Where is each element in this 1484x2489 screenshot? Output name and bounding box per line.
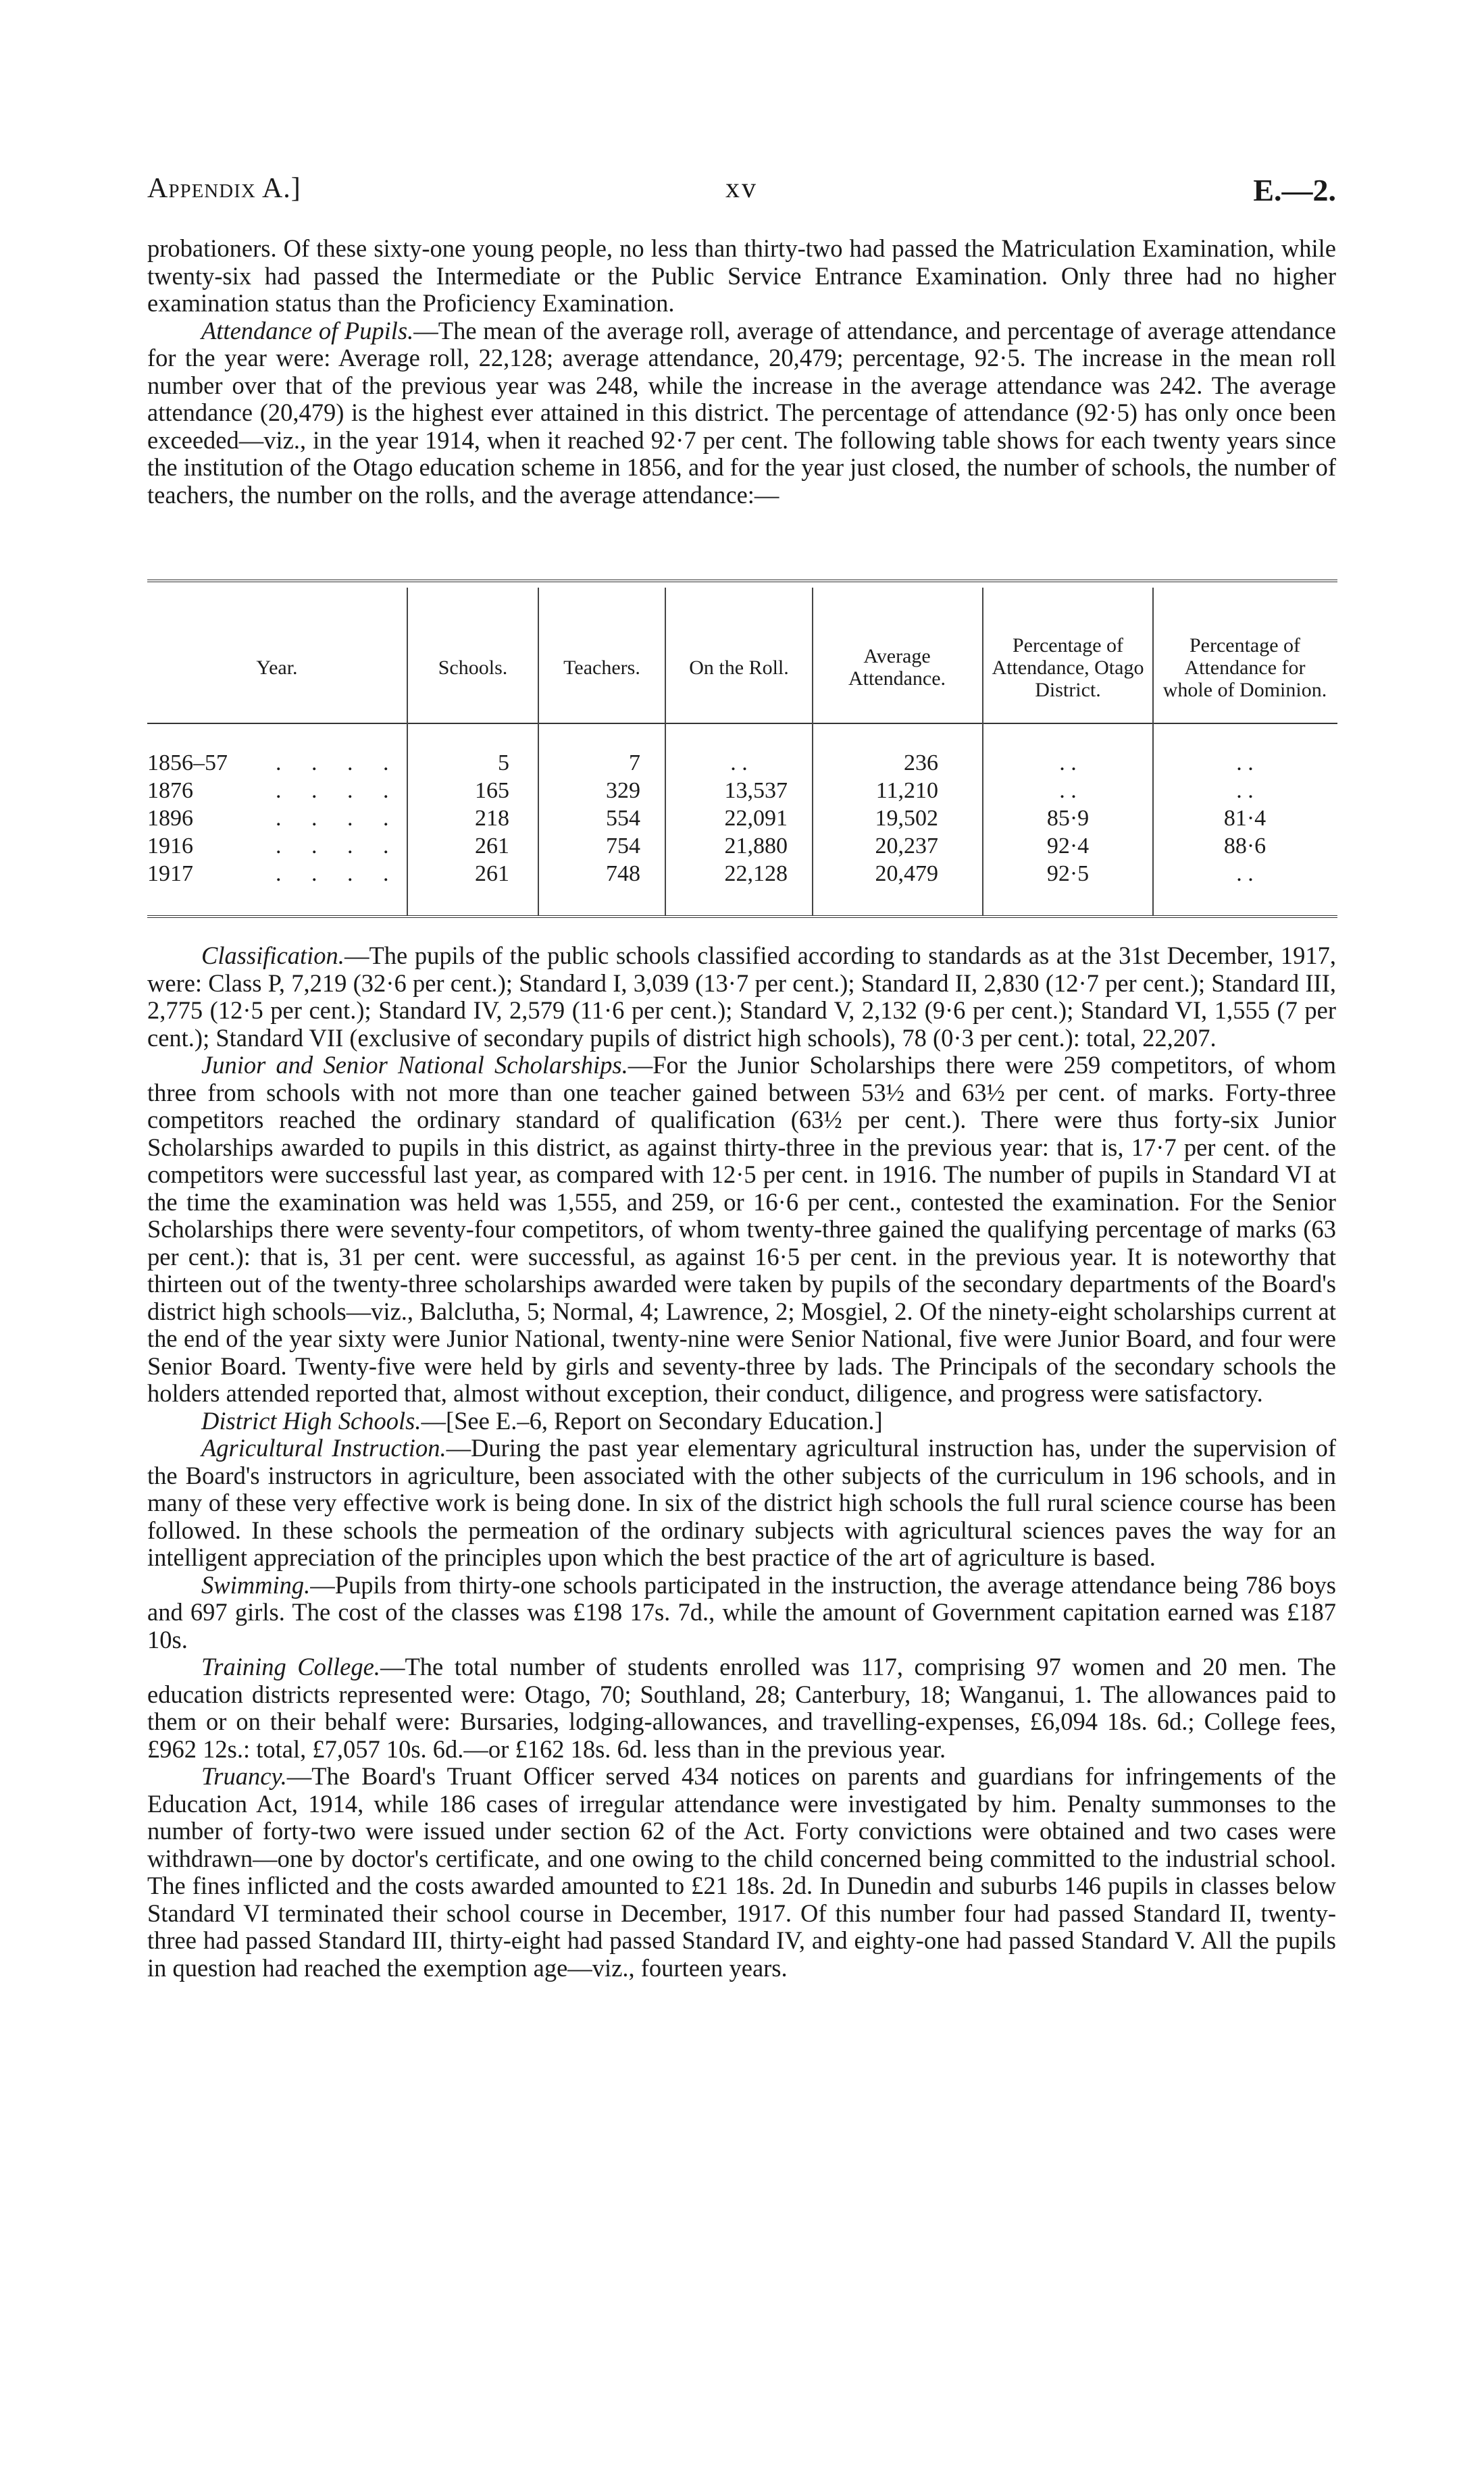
leader-dots: . . . .: [276, 806, 401, 831]
attendance-table: [147, 580, 1337, 927]
cell-schools: 261: [475, 833, 509, 858]
cell-schools: 5: [498, 750, 509, 775]
year-value: 1916: [147, 833, 193, 858]
column-header-pct-otago: Percentage of Attendance, Otago District.: [992, 634, 1144, 701]
year-value: 1876: [147, 778, 193, 803]
text-block-top: [147, 235, 1336, 509]
paragraph-heading: Attendance of Pupils.: [201, 316, 414, 344]
column-header-roll: On the Roll.: [689, 656, 789, 679]
column-header-attendance: Average Attendance.: [848, 645, 946, 690]
cell-attendance: 20,479: [875, 861, 938, 886]
paragraph-truancy: [147, 1763, 1336, 1982]
column-header-teachers: Teachers.: [563, 656, 640, 679]
paragraph-heading: Junior and Senior National Scholarships.: [201, 1051, 628, 1079]
column-header-pct-dominion: Percentage of Attendance for whole of Dominion.: [1162, 634, 1327, 701]
column-header-schools: Schools.: [438, 656, 508, 679]
year-value: 1917: [147, 861, 193, 886]
cell-roll: 22,091: [724, 806, 788, 831]
paragraph-training-college: [147, 1653, 1336, 1763]
cell-pct-dominion: . .: [1236, 750, 1254, 775]
header-page-number: xv: [725, 173, 758, 204]
paragraph-text: —The total number of students enrolled was 117, comprising 97 women and 20 men. The education districts represented were: Otago, 70; Southland, 28; Canterbury, 18; Wanganui, 1. The allowances paid to them or on their behalf were: Bursaries, lodging-allowances, and travelling-expenses, £6,094 18s. 6d.; College fees, £962 12s.: total, £7,057 10s. 6d.—or £162 18s. 6d. less than in the previous year.: [147, 1653, 1336, 1763]
leader-dots: . . . .: [276, 833, 401, 858]
header-appendix: Appendix A.]: [147, 173, 301, 204]
text-block-bottom: [147, 942, 1336, 1982]
cell-roll: 21,880: [724, 833, 788, 858]
paragraph-text: —For the Junior Scholarships there were 259 competitors, of whom three from schools with not more than one teacher gained between 53½ and 63½ per cent. of marks. Forty-three competitors reached the ordinary standard of qualification (63½ per cent.). There were thus forty-six Junior Scholarships awarded to pupils in this district, as against thirty-three in the previous year: that is, 17·7 per cent. of the competitors were successful last year, as compared with 12·5 per cent. in 1916. The number of pupils in Standard VI at the time the examination was held was 1,555, and 259, or 16·6 per cent., contested the examination. For the Senior Scholarships there were seventy-four competitors, of whom twenty-three gained the qualifying percentage of marks (63 per cent.): that is, 31 per cent. were successful, as against 16·5 per cent. in the previous year. It is noteworthy that thirteen out of the twenty-three scholarships awarded were taken by pupils of the secondary departments of the Board's district high schools—viz., Balclutha, 5; Normal, 4; Lawrence, 2; Mosgiel, 2. Of the ninety-eight scholarships current at the end of the year sixty were Junior National, twenty-nine were Senior National, five were Junior Board, and four were Senior Board. Twenty-five were held by girls and seventy-three by lads. The Principals of the secondary schools the holders attended reported that, almost without exception, their conduct, diligence, and progress were satisfactory.: [147, 1051, 1336, 1407]
paragraph-heading: District High Schools.: [201, 1406, 421, 1435]
cell-teachers: 329: [606, 778, 640, 803]
leader-dots: . . . .: [276, 778, 401, 803]
paragraph-classification: [147, 942, 1336, 1052]
cell-roll: . .: [730, 750, 748, 775]
cell-attendance: 236: [904, 750, 938, 775]
paragraph-heading: Swimming.: [201, 1570, 311, 1599]
paragraph: [147, 235, 1336, 317]
paragraph-swimming: [147, 1572, 1336, 1654]
paragraph-text: probationers. Of these sixty-one young people, no less than thirty-two had passed the Matriculation Examination, while twenty-six had passed the Intermediate or the Public Service Entrance Examination. Only three had no higher examination status than the Proficiency Examination.: [147, 234, 1336, 317]
paragraph-district-high-schools: [147, 1408, 1336, 1435]
paragraph-heading: Agricultural Instruction.: [201, 1434, 446, 1462]
paragraph-text: —During the past year elementary agricultural instruction has, under the supervision of the Board's instructors in agriculture, been associated with the other subjects of the curriculum in 196 schools, and in many of these very effective work is being done. In six of the district high schools the full rural science course has been followed. In these schools the permeation of the ordinary subjects with agricultural sciences paves the way for an intelligent appreciation of the principles upon which the best practice of the art of agriculture is based.: [147, 1434, 1336, 1571]
cell-pct-dominion: 81·4: [1223, 806, 1266, 831]
paragraph: [147, 317, 1336, 509]
paragraph-text: —The pupils of the public schools classified according to standards as at the 31st December, 1917, were: Class P, 7,219 (32·6 per cent.); Standard I, 3,039 (13·7 per cent.); Standard II, 2,830 (12·7 per cent.); Standard III, 2,775 (12·5 per cent.); Standard IV, 2,579 (11·6 per cent.); Standard V, 2,132 (9·6 per cent.); Standard VI, 1,555 (7 per cent.); Standard VII (exclusive of secondary pupils of district high schools), 78 (0·3 per cent.): total, 22,207.: [147, 942, 1336, 1052]
leader-dots: . . . .: [276, 861, 401, 886]
paragraph-agricultural: [147, 1435, 1336, 1572]
cell-attendance: 19,502: [875, 806, 938, 831]
table-bottom-rule: [147, 915, 1337, 918]
cell-schools: 165: [475, 778, 509, 803]
year-value: 1856–57: [147, 750, 228, 775]
paragraph-text: —Pupils from thirty-one schools participated in the instruction, the average attendance being 786 boys and 697 girls. The cost of the classes was £198 17s. 7d., while the amount of Government capitation earned was £187 10s.: [147, 1570, 1336, 1653]
cell-roll: 13,537: [724, 778, 788, 803]
paragraph-text: —The Board's Truant Officer served 434 notices on parents and guardians for infringements of the Education Act, 1914, while 186 cases of irregular attendance were investigated by him. Penalty summonses to the number of forty-two were issued under section 62 of the Act. Forty convictions were obtained and two cases were withdrawn—one by doctor's certificate, and one owing to the child concerned being committed to the industrial school. The fines inflicted and the costs awarded amounted to £21 18s. 2d. In Dunedin and suburbs 146 pupils in classes below Standard VI terminated their school course in December, 1917. Of this number four had passed Standard II, twenty-three had passed Standard III, thirty-eight had passed Standard IV, and eighty-one had passed Standard V. All the pupils in question had reached the exemption age—viz., fourteen years.: [147, 1762, 1336, 1982]
cell-roll: 22,128: [724, 861, 788, 886]
cell-teachers: 554: [606, 806, 640, 831]
cell-schools: 218: [475, 806, 509, 831]
cell-teachers: 754: [606, 833, 640, 858]
cell-pct-otago: 92·5: [1046, 861, 1090, 886]
cell-pct-dominion: . .: [1236, 861, 1254, 886]
cell-pct-dominion: . .: [1236, 778, 1254, 803]
paragraph-scholarships: [147, 1052, 1336, 1408]
header-paper-code: E.—2.: [1253, 173, 1336, 207]
cell-pct-otago: 92·4: [1046, 833, 1090, 858]
cell-pct-otago: 85·9: [1046, 806, 1090, 831]
cell-schools: 261: [475, 861, 509, 886]
cell-teachers: 7: [629, 750, 640, 775]
cell-teachers: 748: [606, 861, 640, 886]
paragraph-heading: Classification.: [201, 942, 344, 969]
page-header: [147, 172, 1336, 213]
cell-pct-otago: . .: [1059, 750, 1077, 775]
leader-dots: . . . .: [276, 750, 401, 775]
paragraph-text: —The mean of the average roll, average of attendance, and percentage of average attendance for the year were: Average roll, 22,128; average attendance, 20,479; percentage, 92·5. The increase in the mean roll number over that of the previous year was 248, while the increase in the average attendance was 242. The average attendance (20,479) is the highest ever attained in this district. The percentage of attendance (92·5) has only once been exceeded—viz., in the year 1914, when it reached 92·7 per cent. The following table shows for each twenty years since the institution of the Otago education scheme in 1856, and for the year just closed, the number of schools, the number of teachers, the number on the rolls, and the average attendance:—: [147, 316, 1337, 509]
cell-attendance: 11,210: [875, 778, 938, 803]
year-value: 1896: [147, 806, 193, 831]
column-header-year: Year.: [256, 656, 298, 679]
table-top-rule: [147, 580, 1337, 582]
paragraph-heading: Truancy.: [201, 1762, 287, 1790]
paragraph-heading: Training College.: [201, 1653, 380, 1680]
cell-pct-otago: . .: [1059, 778, 1077, 803]
cell-attendance: 20,237: [875, 833, 938, 858]
cell-pct-dominion: 88·6: [1223, 833, 1266, 858]
paragraph-text: —[See E.–6, Report on Secondary Education.]: [421, 1406, 883, 1435]
